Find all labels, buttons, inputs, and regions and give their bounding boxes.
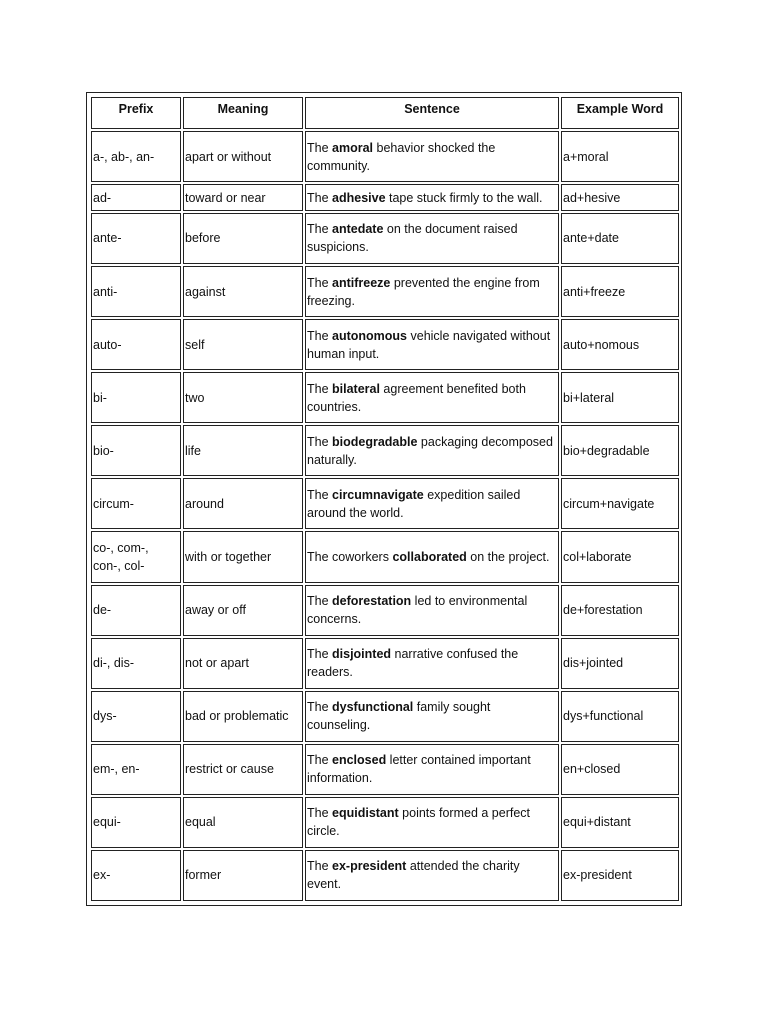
- sentence-text-before: The: [307, 190, 333, 205]
- sentence-text-before: The: [307, 859, 333, 874]
- prefix-cell: ad-: [91, 184, 181, 211]
- sentence-key-word: disjointed: [332, 647, 392, 662]
- sentence-text-before: The coworkers: [307, 549, 393, 564]
- example-word-cell: ad+hesive: [561, 184, 679, 211]
- table-row: [91, 131, 679, 182]
- prefix-cell: ante-: [91, 213, 181, 264]
- example-word-cell: ante+date: [561, 213, 679, 264]
- table-row: [91, 744, 679, 795]
- prefix-cell: em-, en-: [91, 744, 181, 795]
- sentence-key-word: amoral: [332, 140, 374, 155]
- meaning-cell: against: [183, 266, 303, 317]
- sentence-text-after: agreement benefited both countries.: [307, 381, 526, 414]
- table-row: [91, 478, 679, 529]
- sentence-key-word: circumnavigate: [332, 487, 424, 502]
- sentence-cell: [305, 638, 559, 689]
- table-row: [91, 850, 679, 901]
- sentence-key-word: antedate: [332, 222, 384, 237]
- sentence-text-after: tape stuck firmly to the wall.: [385, 190, 543, 205]
- sentence-text-after: expedition sailed around the world.: [307, 487, 521, 520]
- sentence-text-before: The: [307, 381, 333, 396]
- sentence-key-word: adhesive: [332, 190, 386, 205]
- example-word-cell: bio+degradable: [561, 425, 679, 476]
- sentence-key-word: bilateral: [332, 381, 380, 396]
- sentence-cell: [305, 425, 559, 476]
- example-word-cell: dys+functional: [561, 691, 679, 742]
- meaning-cell: former: [183, 850, 303, 901]
- meaning-cell: before: [183, 213, 303, 264]
- example-word-cell: equi+distant: [561, 797, 679, 848]
- sentence-cell: [305, 850, 559, 901]
- sentence-text-before: The: [307, 806, 333, 821]
- sentence-key-word: autonomous: [332, 328, 408, 343]
- sentence-text-before: The: [307, 700, 333, 715]
- example-word-cell: anti+freeze: [561, 266, 679, 317]
- header-row: [91, 97, 679, 129]
- sentence-cell: [305, 797, 559, 848]
- meaning-cell: toward or near: [183, 184, 303, 211]
- sentence-key-word: equidistant: [332, 806, 399, 821]
- sentence-text-after: prevented the engine from freezing.: [307, 275, 540, 308]
- sentence-key-word: collaborated: [392, 549, 467, 564]
- sentence-cell: [305, 372, 559, 423]
- sentence-text-before: The: [307, 487, 333, 502]
- sentence-cell: [305, 478, 559, 529]
- meaning-cell: away or off: [183, 585, 303, 636]
- table-row: [91, 266, 679, 317]
- sentence-key-word: enclosed: [332, 753, 387, 768]
- example-word-cell: bi+lateral: [561, 372, 679, 423]
- sentence-text-before: The: [307, 140, 333, 155]
- sentence-key-word: antifreeze: [332, 275, 391, 290]
- sentence-key-word: deforestation: [332, 594, 412, 609]
- meaning-cell: life: [183, 425, 303, 476]
- example-word-cell: a+moral: [561, 131, 679, 182]
- sentence-text-after: letter contained important information.: [307, 753, 531, 786]
- prefix-cell: di-, dis-: [91, 638, 181, 689]
- table-row: [91, 425, 679, 476]
- meaning-cell: two: [183, 372, 303, 423]
- table-row: [91, 691, 679, 742]
- prefix-cell: dys-: [91, 691, 181, 742]
- sentence-text-before: The: [307, 753, 333, 768]
- table-row: [91, 797, 679, 848]
- sentence-text-after: points formed a perfect circle.: [307, 806, 531, 839]
- sentence-text-after: narrative confused the readers.: [307, 647, 519, 680]
- sentence-text-before: The: [307, 647, 333, 662]
- sentence-text-after: behavior shocked the community.: [307, 140, 496, 173]
- sentence-text-before: The: [307, 275, 333, 290]
- prefix-table-frame: [86, 92, 682, 906]
- table-row: [91, 531, 679, 582]
- sentence-text-before: The: [307, 328, 333, 343]
- example-word-cell: circum+navigate: [561, 478, 679, 529]
- prefix-cell: bi-: [91, 372, 181, 423]
- table-body: [91, 131, 679, 901]
- sentence-cell: [305, 266, 559, 317]
- sentence-text-after: vehicle navigated without human input.: [307, 328, 551, 361]
- meaning-cell: bad or problematic: [183, 691, 303, 742]
- sentence-text-before: The: [307, 222, 333, 237]
- table-row: [91, 184, 679, 211]
- example-word-cell: en+closed: [561, 744, 679, 795]
- sentence-text-after: attended the charity event.: [307, 859, 520, 892]
- meaning-cell: with or together: [183, 531, 303, 582]
- sentence-text-after: packaging decomposed naturally.: [307, 434, 553, 467]
- table-row: [91, 372, 679, 423]
- prefix-table: [89, 95, 681, 903]
- sentence-text-after: family sought counseling.: [307, 700, 491, 733]
- sentence-text-after: on the project.: [466, 549, 550, 564]
- table-row: [91, 585, 679, 636]
- prefix-cell: ex-: [91, 850, 181, 901]
- sentence-cell: [305, 744, 559, 795]
- sentence-cell: [305, 691, 559, 742]
- prefix-cell: auto-: [91, 319, 181, 370]
- meaning-cell: not or apart: [183, 638, 303, 689]
- prefix-cell: de-: [91, 585, 181, 636]
- example-word-cell: dis+jointed: [561, 638, 679, 689]
- table-row: [91, 319, 679, 370]
- example-word-cell: col+laborate: [561, 531, 679, 582]
- example-word-cell: de+forestation: [561, 585, 679, 636]
- example-word-cell: auto+nomous: [561, 319, 679, 370]
- sentence-cell: [305, 131, 559, 182]
- prefix-cell: anti-: [91, 266, 181, 317]
- meaning-cell: apart or without: [183, 131, 303, 182]
- example-word-cell: ex-president: [561, 850, 679, 901]
- meaning-cell: self: [183, 319, 303, 370]
- sentence-text-before: The: [307, 594, 333, 609]
- sentence-text-before: The: [307, 434, 333, 449]
- prefix-cell: circum-: [91, 478, 181, 529]
- table-row: [91, 213, 679, 264]
- prefix-cell: co-, com-, con-, col-: [91, 531, 181, 582]
- sentence-key-word: ex-president: [332, 859, 407, 874]
- sentence-text-after: on the document raised suspicions.: [307, 222, 518, 255]
- header-sentence: Sentence: [305, 97, 559, 129]
- header-meaning: Meaning: [183, 97, 303, 129]
- sentence-cell: [305, 319, 559, 370]
- header-prefix: Prefix: [91, 97, 181, 129]
- table-row: [91, 638, 679, 689]
- sentence-cell: [305, 531, 559, 582]
- sentence-cell: [305, 585, 559, 636]
- sentence-key-word: biodegradable: [332, 434, 418, 449]
- prefix-cell: bio-: [91, 425, 181, 476]
- meaning-cell: restrict or cause: [183, 744, 303, 795]
- prefix-cell: equi-: [91, 797, 181, 848]
- sentence-cell: [305, 184, 559, 211]
- meaning-cell: equal: [183, 797, 303, 848]
- prefix-cell: a-, ab-, an-: [91, 131, 181, 182]
- sentence-cell: [305, 213, 559, 264]
- sentence-key-word: dysfunctional: [332, 700, 414, 715]
- header-example-word: Example Word: [561, 97, 679, 129]
- sentence-text-after: led to environmental concerns.: [307, 594, 528, 627]
- meaning-cell: around: [183, 478, 303, 529]
